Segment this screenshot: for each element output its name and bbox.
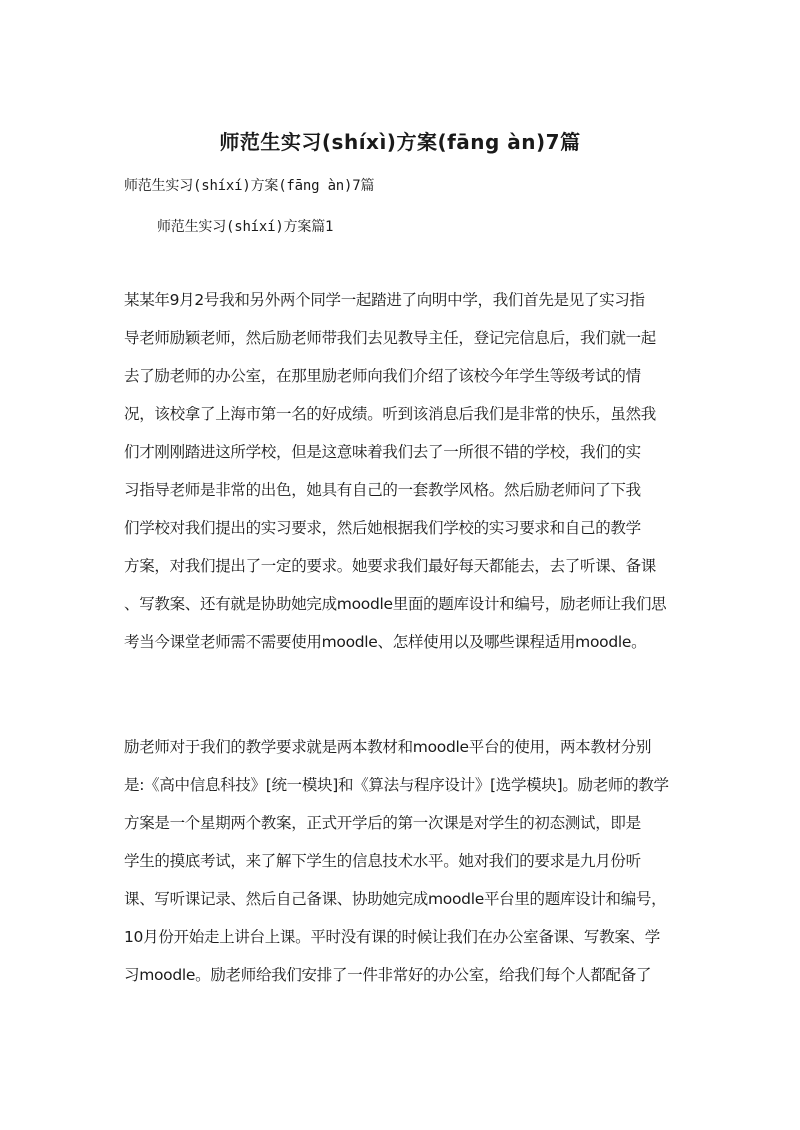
paragraph-2 <box>124 728 676 994</box>
paragraph-line: 励老师对于我们的教学要求就是两本教材和moodle平台的使用，两本教材分别 <box>124 738 652 756</box>
paragraph-line: 们才刚刚踏进这所学校，但是这意味着我们去了一所很不错的学校，我们的实 <box>124 443 641 461</box>
paragraph-line: 学生的摸底考试，来了解下学生的信息技术水平。她对我们的要求是九月份听 <box>124 852 641 870</box>
paragraph-line: 方案，对我们提出了一定的要求。她要求我们最好每天都能去，去了听课、备课 <box>124 557 657 575</box>
paragraph-line: 况，该校拿了上海市第一名的好成绩。听到该消息后我们是非常的快乐，虽然我 <box>124 405 657 423</box>
paragraph-1 <box>124 281 676 661</box>
paragraph-line: 去了励老师的办公室，在那里励老师向我们介绍了该校今年学生等级考试的情 <box>124 367 641 385</box>
paragraph-line: 课、写听课记录、然后自己备课、协助她完成moodle平台里的题库设计和编号， <box>124 890 667 908</box>
paragraph-line: 习moodle。励老师给我们安排了一件非常好的办公室，给我们每个人都配备了 <box>124 966 652 984</box>
paragraph-line: 导老师励颖老师，然后励老师带我们去见教导主任，登记完信息后，我们就一起 <box>124 329 657 347</box>
paragraph-line: 10月份开始走上讲台上课。平时没有课的时候让我们在办公室备课、写教案、学 <box>124 928 660 946</box>
paragraph-line: 某某年9月2号我和另外两个同学一起踏进了向明中学，我们首先是见了实习指 <box>124 291 645 309</box>
section-heading: 师范生实习(shíxí)方案篇1 <box>157 219 334 235</box>
paragraph-line: 是:《高中信息科技》[统一模块]和《算法与程序设计》[选学模块]。励老师的教学 <box>124 776 669 794</box>
paragraph-line: 考当今课堂老师需不需要使用moodle、怎样使用以及哪些课程适用moodle。 <box>124 633 647 651</box>
paragraph-line: 方案是一个星期两个教案，正式开学后的第一次课是对学生的初态测试，即是 <box>124 814 641 832</box>
paragraph-line: 、写教案、还有就是协助她完成moodle里面的题库设计和编号，励老师让我们思 <box>124 595 667 613</box>
paragraph-line: 们学校对我们提出的实习要求，然后她根据我们学校的实习要求和自己的教学 <box>124 519 641 537</box>
document-subtitle: 师范生实习(shíxí)方案(fāng àn)7篇 <box>124 178 375 194</box>
paragraph-line: 习指导老师是非常的出色，她具有自己的一套教学风格。然后励老师问了下我 <box>124 481 641 499</box>
document-title: 师范生实习(shíxì)方案(fāng àn)7篇 <box>219 130 581 154</box>
